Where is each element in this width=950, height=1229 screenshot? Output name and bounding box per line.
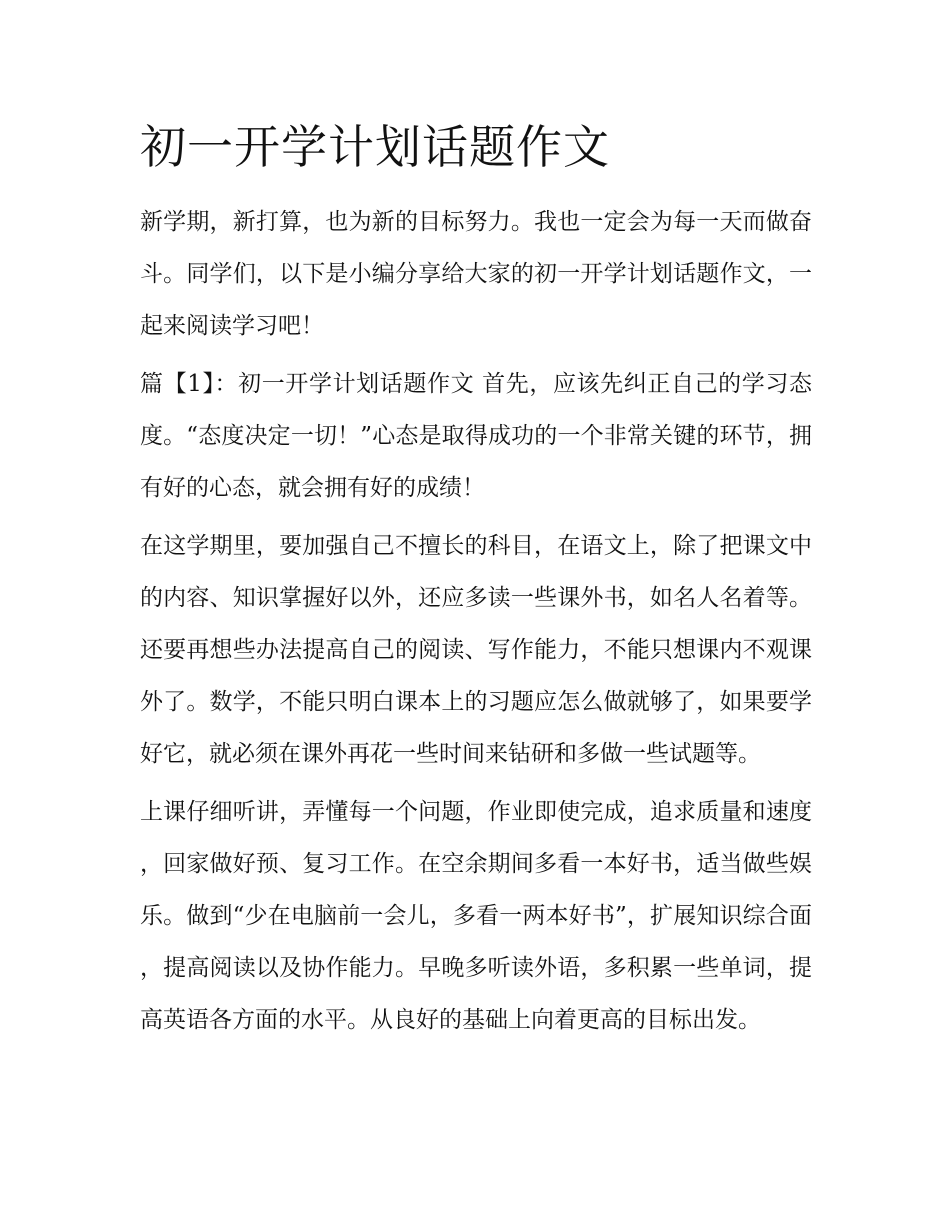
document-title: 初一开学计划话题作文 bbox=[140, 120, 610, 174]
document-body bbox=[140, 112, 812, 1052]
study-plan-paragraph: 在这学期里，要加强自己不擅长的科目，在语文上，除了把课文中的内容、知识掌握好以外，还应多读一些课外书，如名人名着等。还要再想些办法提高自己的阅读、写作能力，不能只想课内不观课外了。数学，不能只明白课本上的习题应怎么做就够了，如果要学好它，就必须在课外再花一些时间来钻研和多做一些试题等。 bbox=[140, 533, 812, 767]
habits-paragraph: 上课仔细听讲，弄懂每一个问题，作业即使完成，追求质量和速度，回家做好预、复习工作。在空余期间多看一本好书，适当做些娱乐。做到“少在电脑前一会儿，多看一两本好书”，扩展知识综合面，提高阅读以及协作能力。早晚多听读外语，多积累一些单词，提高英语各方面的水平。从良好的基础上向着更高的目标出发。 bbox=[140, 799, 812, 1033]
section-1-paragraph: 篇【1】：初一开学计划话题作文 首先，应该先纠正自己的学习态度。“态度决定一切！”心态是取得成功的一个非常关键的环节，拥有好的心态，就会拥有好的成绩！ bbox=[140, 371, 812, 501]
intro-paragraph: 新学期，新打算，也为新的目标努力。我也一定会为每一天而做奋斗。同学们，以下是小编分享给大家的初一开学计划话题作文，一起来阅读学习吧！ bbox=[140, 209, 812, 339]
